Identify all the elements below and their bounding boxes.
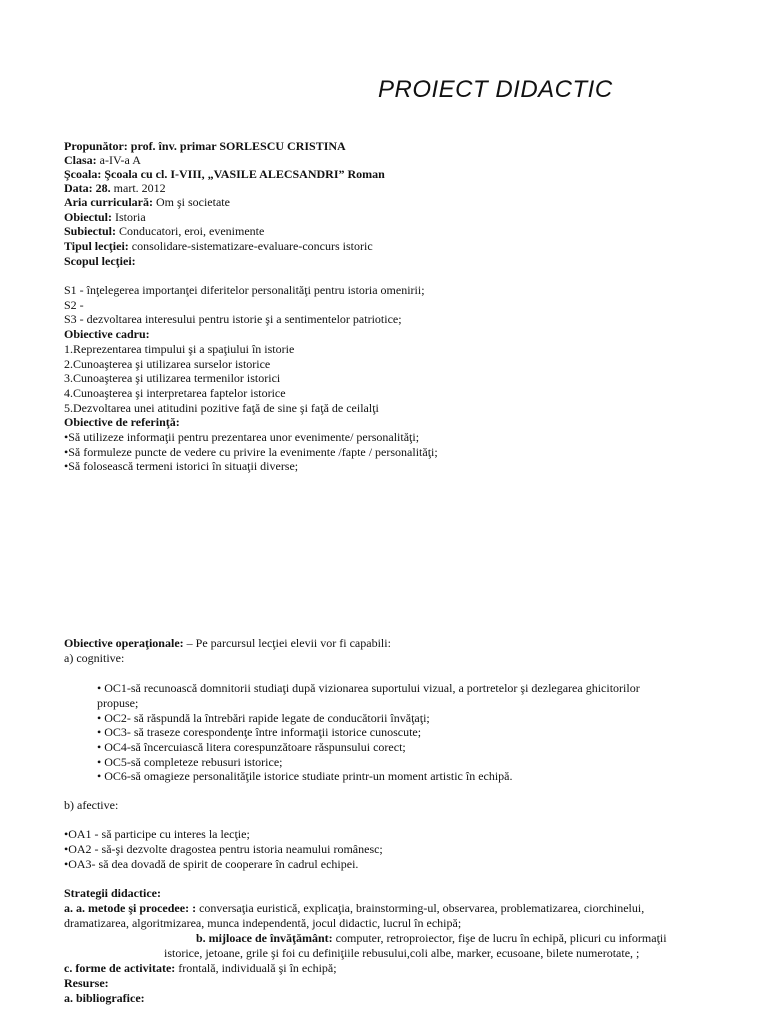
obiectul-label: Obiectul:: [64, 210, 112, 224]
cognitive-item: • OC4-să încercuiască litera corespunzătoare răspunsului corect;: [97, 740, 406, 754]
scop-item: S3 - dezvoltarea interesului pentru istorie şi a sentimentelor patriotice;: [64, 312, 402, 326]
obiectiv-cadru-item: 3.Cunoaşterea şi utilizarea termenilor istorici: [64, 371, 281, 385]
clasa-line: [64, 153, 141, 167]
forme-line: [64, 961, 337, 975]
obiectul-value: Istoria: [115, 210, 146, 224]
cognitive-item: propuse;: [97, 696, 139, 710]
obiectiv-cadru-item: 1.Reprezentarea timpului şi a spaţiului în istorie: [64, 342, 295, 356]
cognitive-item: • OC6-să omagieze personalităţile istorice studiate printr-un moment artistic în echipă.: [97, 769, 513, 783]
afective-item: •OA3- să dea dovadă de spirit de cooperare în cadrul echipei.: [64, 857, 359, 871]
aria-line: [64, 195, 230, 209]
cognitive-item: • OC2- să răspundă la întrebări rapide legate de conducătorii învăţaţi;: [97, 711, 430, 725]
mijloace-line: [196, 931, 667, 945]
metode-line-2: dramatizarea, algoritmizarea, munca independentă, jocul didactic, lucrul în echipă;: [64, 916, 462, 930]
data-value: mart. 2012: [113, 181, 166, 195]
afective-label: b) afective:: [64, 798, 119, 812]
mijloace-value: computer, retroproiector, fişe de lucru în echipă, plicuri cu informaţii: [335, 931, 667, 945]
aria-value: Om şi societate: [155, 195, 230, 209]
cognitive-item: • OC1-să recunoască domnitorii studiaţi după vizionarea suportului vizual, a portretelor şi dezlegarea ghicitorilor: [97, 681, 640, 695]
scoala-label: Şcoala:: [64, 167, 102, 181]
afective-item: •OA2 - să-şi dezvolte dragostea pentru istoria neamului românesc;: [64, 842, 383, 856]
obiectiv-cadru-item: 4.Cunoaşterea şi interpretarea faptelor istorice: [64, 386, 286, 400]
propunator-line: [64, 139, 346, 153]
scop-item: S2 -: [64, 298, 84, 312]
subiectul-value: Conducatori, eroi, evenimente: [119, 224, 265, 238]
tipul-label: Tipul lecţiei:: [64, 239, 129, 253]
propunator-label: Propunător:: [64, 139, 128, 153]
subiectul-line: [64, 224, 264, 238]
scopul-label: Scopul lecţiei:: [64, 254, 136, 268]
tipul-line: [64, 239, 373, 253]
strategii-heading: Strategii didactice:: [64, 886, 161, 900]
obiectul-line: [64, 210, 146, 224]
obiective-cadru-heading: Obiective cadru:: [64, 327, 150, 341]
metode-value: conversaţia euristică, explicaţia, brainstorming-ul, observarea, problematizarea, ciorchinelui,: [199, 901, 645, 915]
scop-item: S1 - înţelegerea importanţei diferitelor personalităţi pentru istoria omenirii;: [64, 283, 425, 297]
operationale-line: [64, 636, 391, 650]
obiectiv-referinta-item: •Să utilizeze informaţii pentru prezentarea unor evenimente/ personalităţi;: [64, 430, 420, 444]
clasa-label: Clasa:: [64, 153, 97, 167]
cognitive-item: • OC3- să traseze corespondenţe între informaţii istorice cunoscute;: [97, 725, 422, 739]
obiectiv-cadru-item: 2.Cunoaşterea şi utilizarea surselor istorice: [64, 357, 271, 371]
forme-value: frontală, individuală şi în echipă;: [178, 961, 337, 975]
scopul-line: [64, 254, 136, 268]
data-day: 28.: [95, 181, 111, 195]
metode-label: a. a. metode şi procedee: :: [64, 901, 197, 915]
clasa-value: a-IV-a A: [99, 153, 141, 167]
cognitive-label: a) cognitive:: [64, 651, 125, 665]
aria-label: Aria curriculară:: [64, 195, 153, 209]
scoala-line: [64, 167, 385, 181]
obiectiv-cadru-item: 5.Dezvoltarea unei atitudini pozitive faţă de sine şi faţă de ceilalţi: [64, 401, 379, 415]
obiective-referinta-heading: Obiective de referinţă:: [64, 415, 180, 429]
bibliografice-heading: a. bibliografice:: [64, 991, 145, 1005]
operationale-label: Obiective operaţionale:: [64, 636, 184, 650]
scoala-value: Şcoala cu cl. I-VIII, „VASILE ALECSANDRI” Roman: [104, 167, 385, 181]
propunator-value: prof. înv. primar SORLESCU CRISTINA: [130, 139, 346, 153]
cognitive-item: • OC5-să completeze rebusuri istorice;: [97, 755, 283, 769]
subiectul-label: Subiectul:: [64, 224, 117, 238]
data-label: Data:: [64, 181, 93, 195]
tipul-value: consolidare-sistematizare-evaluare-concurs istoric: [131, 239, 373, 253]
document-title: PROIECT DIDACTIC: [378, 76, 613, 103]
obiectiv-referinta-item: •Să formuleze puncte de vedere cu privire la evenimente /fapte / personalităţi;: [64, 445, 438, 459]
metode-line: [64, 901, 644, 915]
resurse-heading: Resurse:: [64, 976, 109, 990]
obiectiv-referinta-item: •Să folosească termeni istorici în situaţii diverse;: [64, 459, 299, 473]
forme-label: c. forme de activitate:: [64, 961, 176, 975]
mijloace-label: b. mijloace de învăţământ:: [196, 931, 333, 945]
data-line: [64, 181, 166, 195]
operationale-intro: – Pe parcursul lecţiei elevii vor fi capabili:: [186, 636, 391, 650]
mijloace-line-2: istorice, jetoane, grile şi foi cu definiţiile rebusului,coli albe, marker, ecusoane, bilete numerotate, ;: [164, 946, 640, 960]
afective-item: •OA1 - să participe cu interes la lecţie;: [64, 827, 250, 841]
